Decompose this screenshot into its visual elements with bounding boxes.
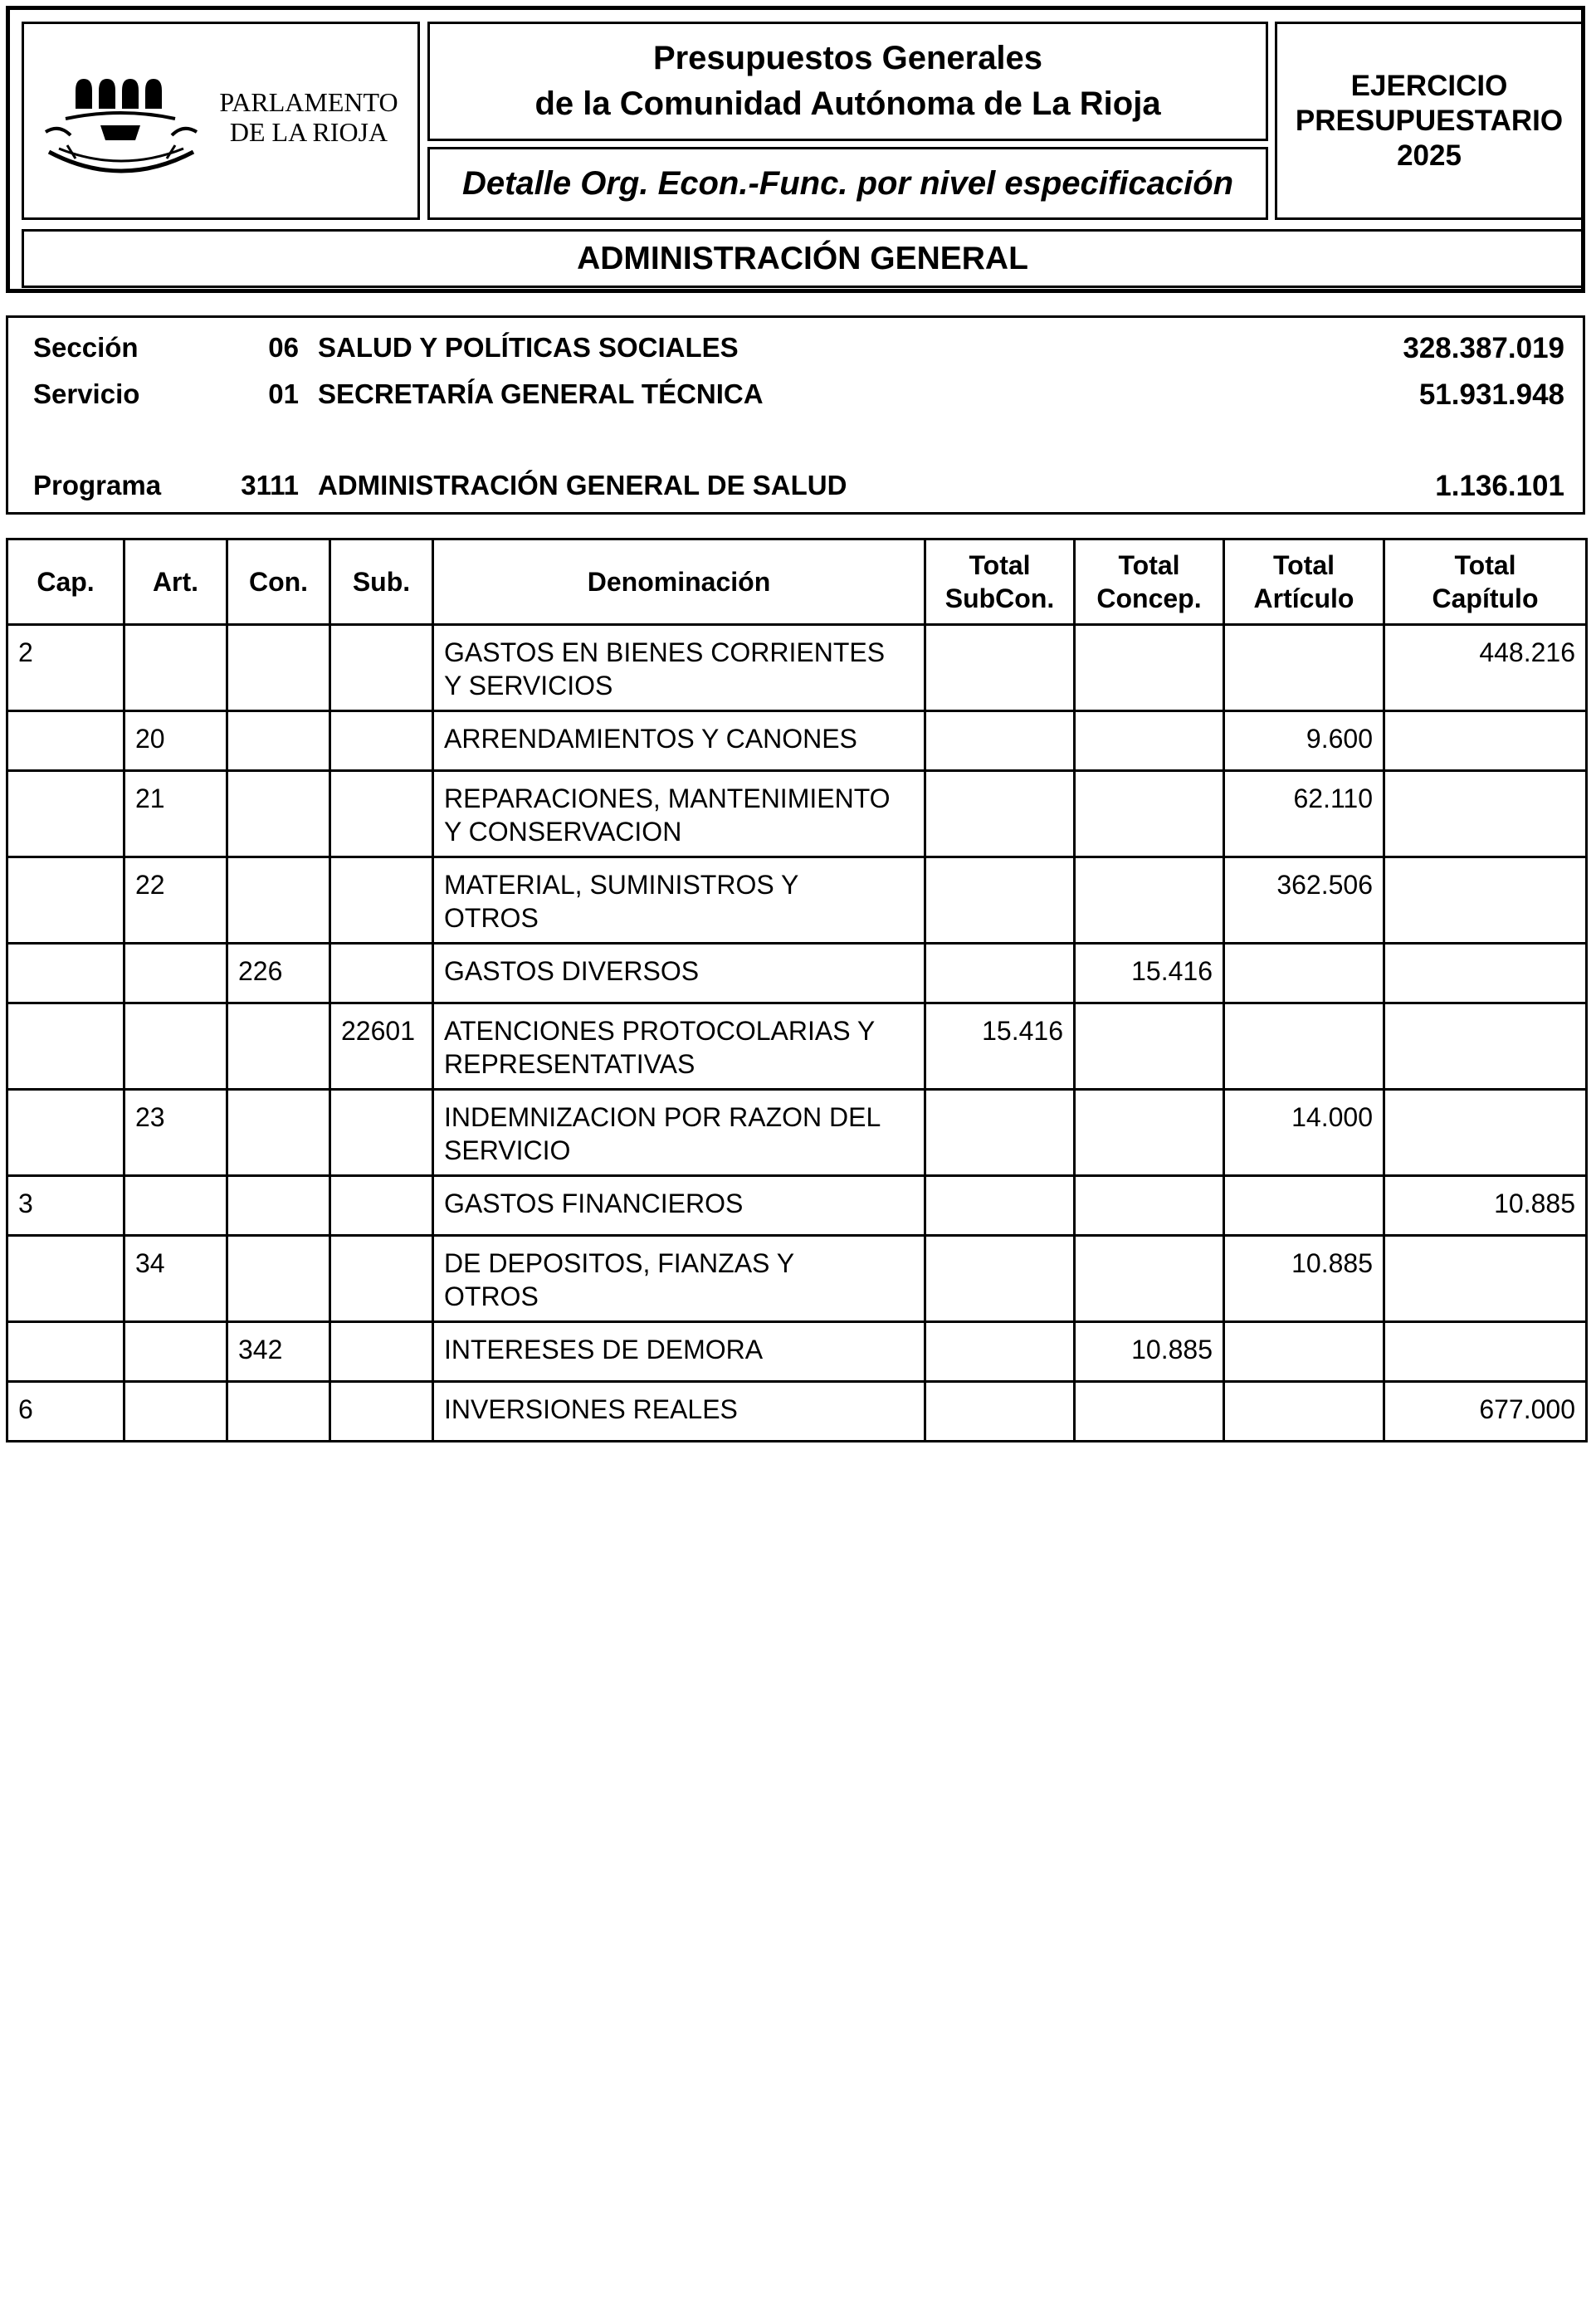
cell-con [227,1003,330,1090]
cell-con [227,1090,330,1176]
header-con: Con. [227,539,330,625]
cell-denominacion [433,857,925,944]
cell-capitulo [1384,1003,1587,1090]
cell-con [227,711,330,771]
cell-capitulo [1384,1322,1587,1382]
seccion-row [8,332,1583,370]
cell-art [124,944,227,1003]
den-line2: SERVICIO [444,1135,571,1165]
den-line1: INTERESES DE DEMORA [444,1335,764,1364]
header-total-subcon-line2: SubCon. [944,583,1055,613]
table-row [7,1003,1587,1090]
cell-subcon [925,625,1075,711]
cell-concep [1075,1382,1224,1442]
cell-con: 226 [227,944,330,1003]
cell-con: 342 [227,1322,330,1382]
cell-concep [1075,1090,1224,1176]
cell-art [124,625,227,711]
header-total-capitulo-line1: Total [1454,550,1516,580]
ejercicio-line2: PRESUPUESTARIO [1295,104,1564,137]
title-line1: Presupuestos Generales [652,40,1043,76]
title-line2: de la Comunidad Autónoma de La Rioja [534,85,1161,122]
table-header-row [7,539,1587,625]
cell-art [124,1322,227,1382]
cell-concep [1075,625,1224,711]
cell-denominacion [433,771,925,857]
programa-code: 3111 [241,470,299,500]
cell-subcon [925,771,1075,857]
document-subtitle: Detalle Org. Econ.-Func. por nivel especificación [427,147,1268,220]
header-total-concep-line2: Concep. [1096,583,1202,613]
servicio-label: Servicio [33,378,140,409]
den-line2: OTROS [444,1281,539,1311]
header-total-subcon-line1: Total [969,550,1031,580]
ejercicio-box [1275,22,1584,220]
den-line2: Y CONSERVACION [444,817,682,847]
cell-articulo [1224,1003,1384,1090]
cell-sub [330,1176,433,1236]
header-total-capitulo [1384,539,1587,625]
cell-denominacion [433,1176,925,1236]
cell-art: 21 [124,771,227,857]
cell-subcon [925,1090,1075,1176]
cell-sub [330,1382,433,1442]
table-row [7,1176,1587,1236]
cell-con [227,625,330,711]
ejercicio-year: 2025 [1397,139,1462,172]
cell-articulo [1224,1382,1384,1442]
cell-concep: 15.416 [1075,944,1224,1003]
cell-con [227,857,330,944]
den-line1: INVERSIONES REALES [444,1394,738,1424]
cell-concep [1075,1176,1224,1236]
cell-denominacion [433,944,925,1003]
cell-cap [7,1003,124,1090]
cell-con [227,1176,330,1236]
cell-articulo [1224,1322,1384,1382]
table-row [7,771,1587,857]
programa-amount: 1.136.101 [1435,470,1564,502]
den-line1: ARRENDAMIENTOS Y CANONES [444,724,857,754]
cell-denominacion [433,1236,925,1322]
cell-articulo [1224,625,1384,711]
cell-capitulo: 10.885 [1384,1176,1587,1236]
cell-denominacion [433,1382,925,1442]
cell-sub [330,711,433,771]
header-total-articulo-line2: Artículo [1253,583,1354,613]
cell-capitulo [1384,857,1587,944]
cell-articulo: 62.110 [1224,771,1384,857]
cell-articulo: 10.885 [1224,1236,1384,1322]
cell-capitulo [1384,1090,1587,1176]
cell-capitulo: 448.216 [1384,625,1587,711]
cell-concep [1075,1003,1224,1090]
cell-denominacion [433,1003,925,1090]
cell-cap [7,857,124,944]
cell-capitulo [1384,771,1587,857]
cell-subcon: 15.416 [925,1003,1075,1090]
cell-subcon [925,944,1075,1003]
cell-art [124,1003,227,1090]
cell-articulo: 362.506 [1224,857,1384,944]
cell-cap: 2 [7,625,124,711]
cell-art [124,1382,227,1442]
header-denominacion: Denominación [433,539,925,625]
cell-sub [330,944,433,1003]
cell-art: 22 [124,857,227,944]
den-line1: DE DEPOSITOS, FIANZAS Y [444,1248,795,1278]
cell-subcon [925,857,1075,944]
cell-con [227,771,330,857]
cell-cap [7,1322,124,1382]
cell-con [227,1236,330,1322]
cell-sub [330,771,433,857]
den-line1: GASTOS DIVERSOS [444,956,700,986]
header-sub: Sub. [330,539,433,625]
cell-denominacion [433,625,925,711]
table-row [7,625,1587,711]
header-total-subcon [925,539,1075,625]
table-row [7,1382,1587,1442]
document-header [6,6,1585,293]
header-total-concep [1075,539,1224,625]
cell-concep: 10.885 [1075,1322,1224,1382]
cell-articulo [1224,944,1384,1003]
cell-capitulo [1384,1236,1587,1322]
cell-subcon [925,1176,1075,1236]
cell-concep [1075,857,1224,944]
den-line1: MATERIAL, SUMINISTROS Y [444,870,799,900]
header-total-articulo-line1: Total [1272,550,1335,580]
cell-subcon [925,1236,1075,1322]
header-art: Art. [124,539,227,625]
servicio-code: 01 [268,378,299,409]
cell-articulo [1224,1176,1384,1236]
seccion-amount: 328.387.019 [1403,332,1564,364]
cell-sub: 22601 [330,1003,433,1090]
cell-cap [7,711,124,771]
den-line2: Y SERVICIOS [444,671,613,700]
cell-cap [7,1236,124,1322]
cell-subcon [925,1322,1075,1382]
cell-cap [7,771,124,857]
cell-subcon [925,711,1075,771]
header-cap: Cap. [7,539,124,625]
programa-name: ADMINISTRACIÓN GENERAL DE SALUD [318,470,847,500]
den-line1: REPARACIONES, MANTENIMIENTO [444,783,891,813]
den-line1: ATENCIONES PROTOCOLARIAS Y [444,1016,876,1046]
table-row [7,711,1587,771]
den-line2: OTROS [444,903,539,933]
cell-art: 34 [124,1236,227,1322]
den-line1: INDEMNIZACION POR RAZON DEL [444,1102,881,1132]
cell-cap: 3 [7,1176,124,1236]
ejercicio-line1: EJERCICIO [1350,69,1508,102]
program-info [6,315,1585,515]
cell-denominacion [433,1322,925,1382]
header-total-concep-line1: Total [1118,550,1180,580]
programa-row [8,470,1583,508]
cell-concep [1075,711,1224,771]
cell-articulo: 14.000 [1224,1090,1384,1176]
programa-label: Programa [33,470,162,500]
cell-art [124,1176,227,1236]
seccion-code: 06 [268,332,299,363]
logo-text-line2: DE LA RIOJA [229,117,388,147]
table-row [7,1322,1587,1382]
cell-capitulo [1384,711,1587,771]
cell-denominacion [433,1090,925,1176]
cell-cap [7,1090,124,1176]
budget-table [6,538,1588,1442]
den-line1: GASTOS FINANCIEROS [444,1189,744,1218]
parlamento-logo-icon [42,66,200,182]
cell-capitulo: 677.000 [1384,1382,1587,1442]
servicio-row [8,378,1583,417]
document-title [427,22,1268,141]
cell-art: 20 [124,711,227,771]
cell-sub [330,1322,433,1382]
logo-text [205,87,412,147]
cell-sub [330,1236,433,1322]
section-title: ADMINISTRACIÓN GENERAL [22,229,1584,288]
servicio-amount: 51.931.948 [1418,378,1564,411]
cell-cap: 6 [7,1382,124,1442]
cell-sub [330,625,433,711]
header-total-articulo [1224,539,1384,625]
den-line1: GASTOS EN BIENES CORRIENTES [444,637,886,667]
seccion-label: Sección [33,332,139,363]
cell-capitulo [1384,944,1587,1003]
cell-art: 23 [124,1090,227,1176]
den-line2: REPRESENTATIVAS [444,1049,696,1079]
table-row [7,944,1587,1003]
cell-sub [330,1090,433,1176]
seccion-name: SALUD Y POLÍTICAS SOCIALES [318,332,739,363]
cell-subcon [925,1382,1075,1442]
logo-text-line1: PARLAMENTO [219,87,398,117]
cell-cap [7,944,124,1003]
cell-concep [1075,1236,1224,1322]
table-row [7,1090,1587,1176]
header-total-capitulo-line2: Capítulo [1432,583,1539,613]
table-row [7,1236,1587,1322]
cell-sub [330,857,433,944]
cell-con [227,1382,330,1442]
cell-concep [1075,771,1224,857]
logo-box [22,22,420,220]
cell-denominacion [433,711,925,771]
table-row [7,857,1587,944]
cell-articulo: 9.600 [1224,711,1384,771]
servicio-name: SECRETARÍA GENERAL TÉCNICA [318,378,764,409]
